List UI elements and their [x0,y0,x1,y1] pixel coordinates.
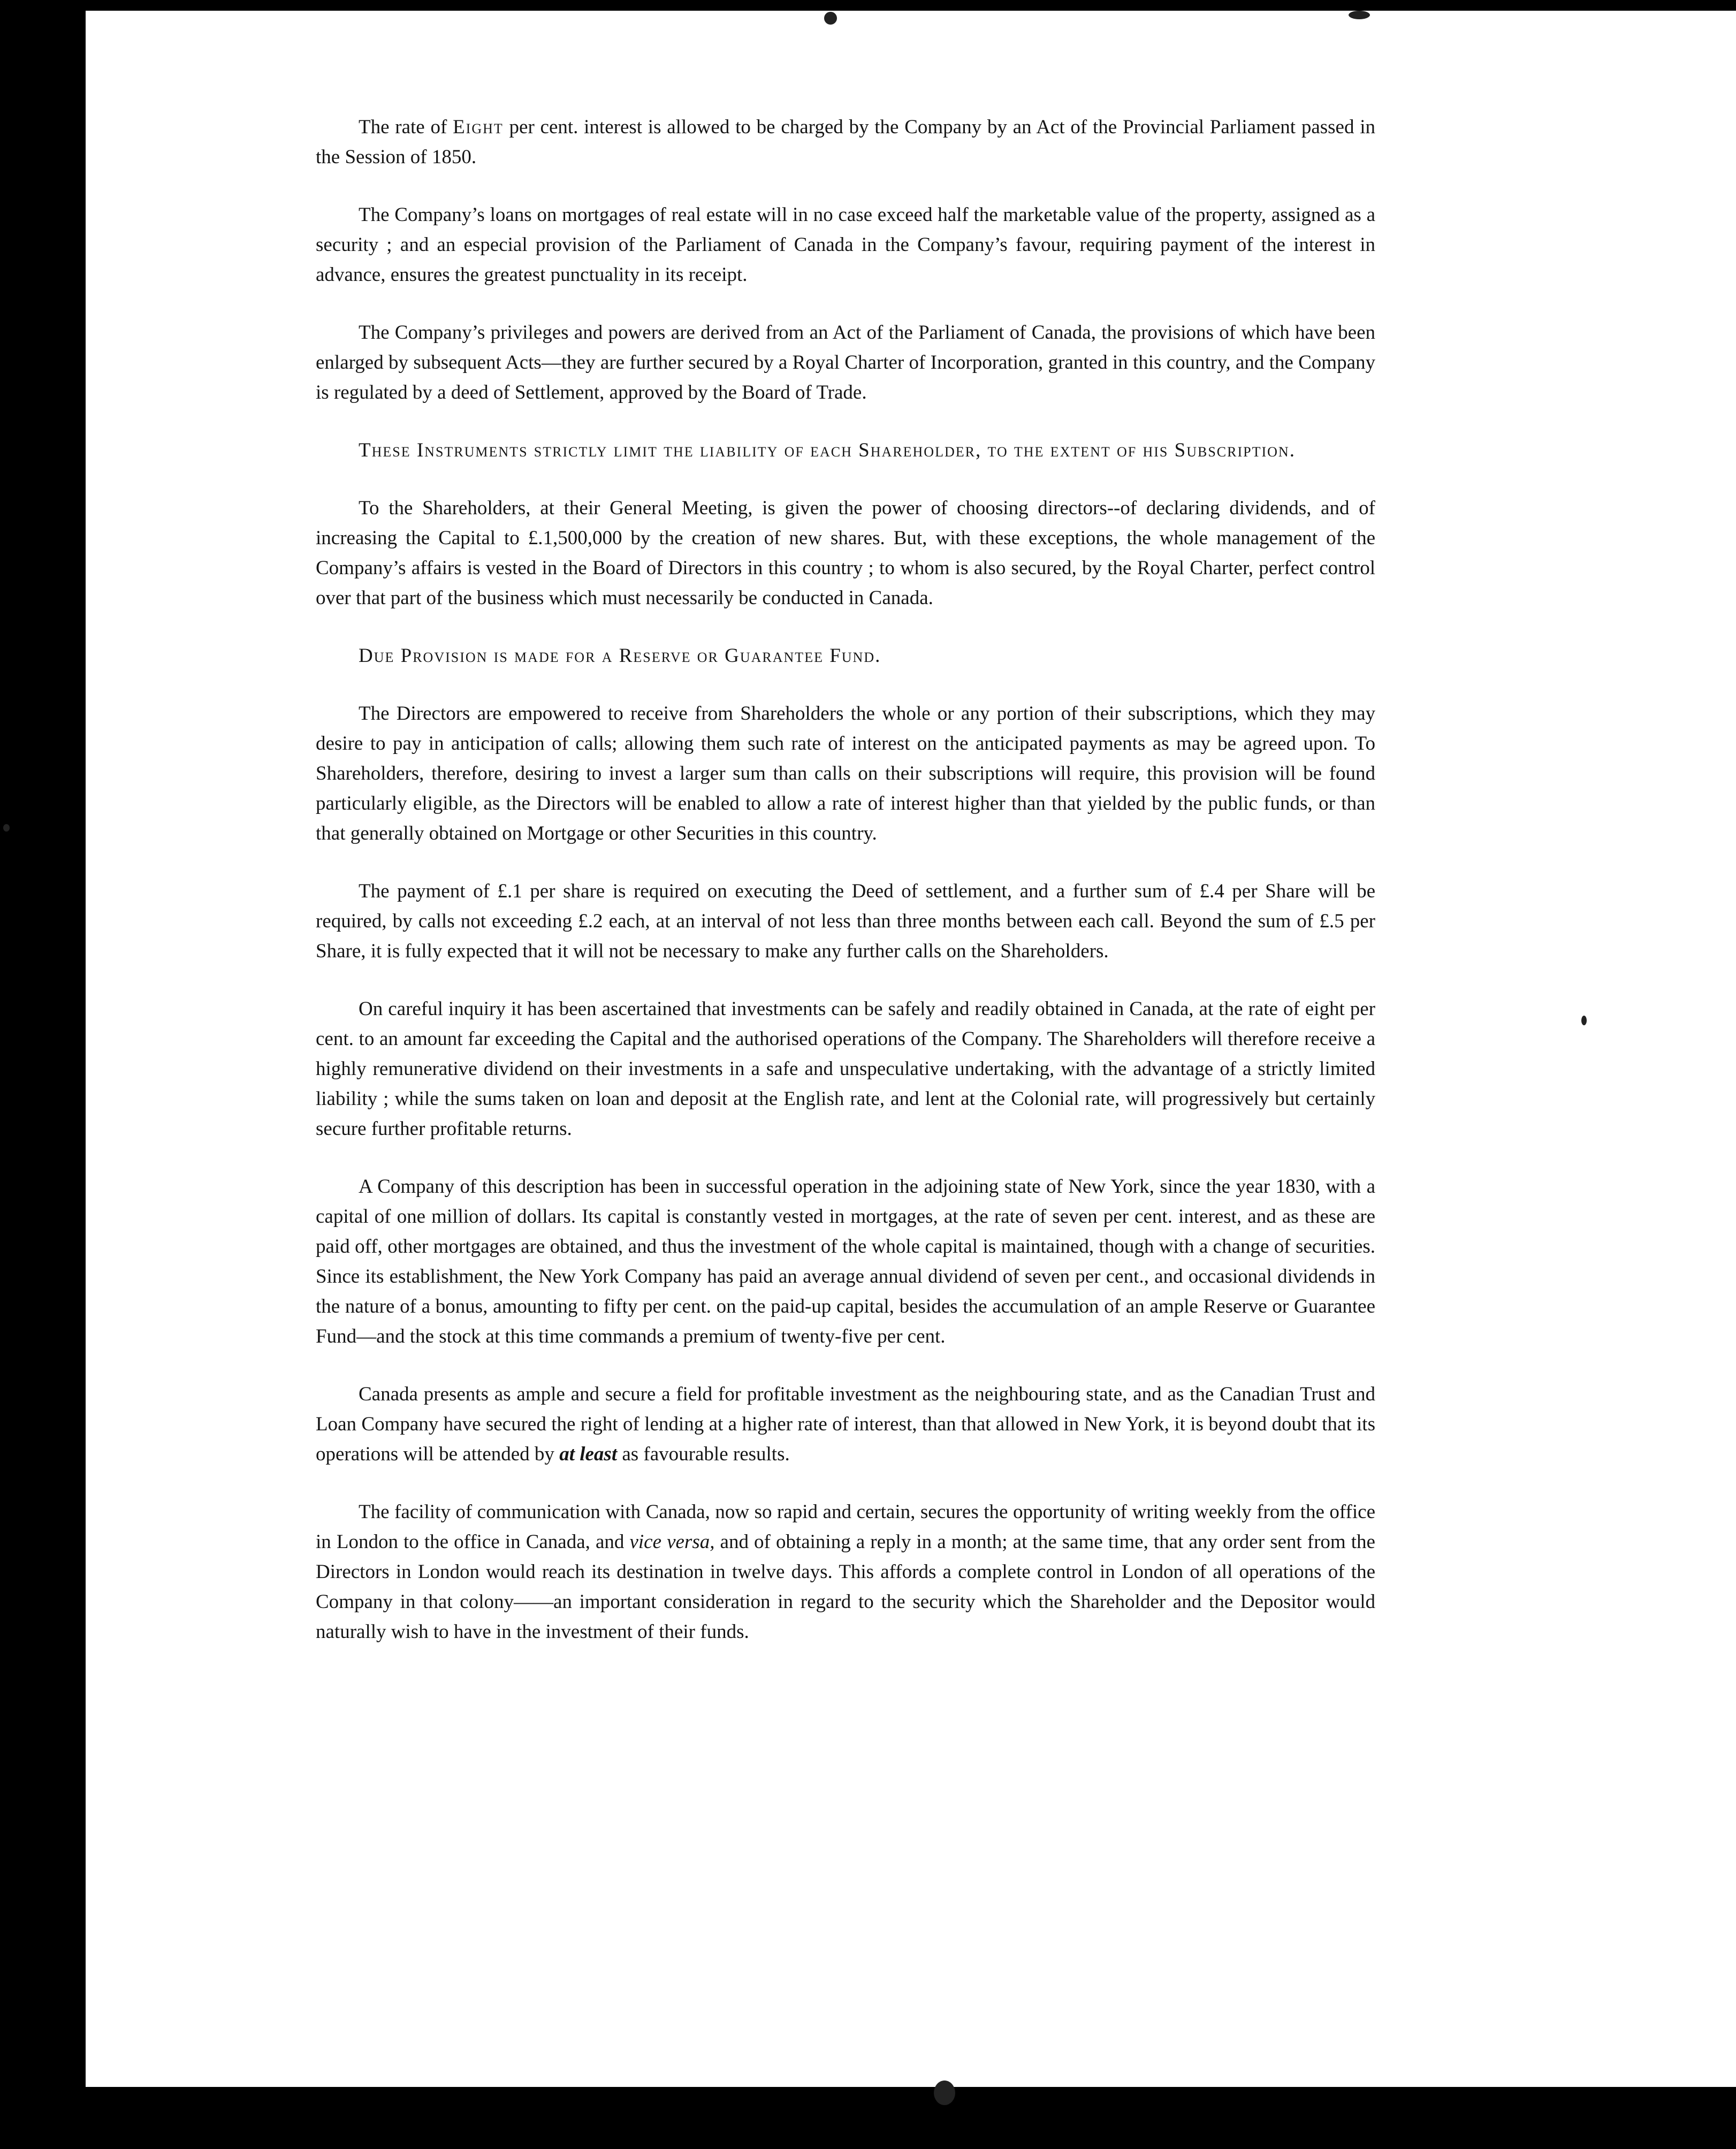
scan-speck-right [1581,1016,1587,1025]
paragraph-text: A Company of this description has been in successful operation in the adjoining state of New York, since the year 1830, with a capital of one million of dollars. Its capital is constantly vested in mortgages, at the rate of seven per cent. interest, and as these are paid off, other mortgages are obtained, and thus the investment of the whole capital is maintained, though with a change of securities. Since its establishment, the New York Company has paid an average annual dividend of seven per cent., and occasional dividends in the nature of a bonus, amounting to fifty per cent. on the paid-up capital, besides the accumulation of an ample Reserve or Guarantee Fund—and the stock at this time commands a premium of twenty-five per cent. [316,1176,1375,1347]
paragraph-text: per cent. interest is allowed to be charged by the Company by an Act of the Provincial Parliament passed in the Session of 1850. [316,116,1375,168]
paragraph-8 [316,877,1375,966]
paragraph-5 [316,493,1375,613]
paragraph-12 [316,1497,1375,1647]
scan-speck-top [824,12,837,25]
paragraph-text: and of obtaining a reply in a month; at the same time, that any order sent from the Directors in London would reach its destination in twelve days. This affords a complete control in London of all operations of the Company in that colony——an important consideration in regard to the security which the Shareholder and the Depositor would naturally wish to have in the investment of their funds. [316,1531,1375,1643]
paragraph-text: at least [559,1443,618,1465]
paragraph-text: To the Shareholders, at their General Meeting, is given the power of choosing directors--of declaring dividends, and of increasing the Capital to £.1,500,000 by the creation of new shares. But, with these exceptions, the whole management of the Company’s affairs is vested in the Board of Directors in this country ; to whom is also secured, by the Royal Charter, perfect control over that part of the business which must necessarily be conducted in Canada. [316,497,1375,609]
paragraph-text: Due Provision is made for a Reserve or Guarantee Fund. [359,645,881,667]
paragraph-text: Eight [453,116,504,138]
paragraph-text: The facility of communication with Canada, now so rapid and certain, secures the opportunity of writing weekly from the office in London to the office in Canada, and [316,1501,1375,1553]
paragraph-9 [316,994,1375,1144]
paragraph-text: The Company’s loans on mortgages of real estate will in no case exceed half the marketable value of the property, assigned as a security ; and an especial provision of the Parliament of Canada in the Company’s favour, requiring payment of the interest in advance, ensures the greatest punctuality in its receipt. [316,204,1375,286]
paragraph-text: vice versa, [629,1531,715,1553]
scan-speck-left [3,824,10,832]
paragraph-text: These Instruments strictly limit the liability of each Shareholder, to the extent of his Subscription. [359,439,1296,461]
paragraph-text: The Company’s privileges and powers are derived from an Act of the Parliament of Canada, the provisions of which have been enlarged by subsequent Acts—they are further secured by a Royal Charter of Incorporation, granted in this country, and the Company is regulated by a deed of Settlement, approved by the Board of Trade. [316,322,1375,403]
paragraph-text: as favourable results. [617,1443,790,1465]
paragraph-10 [316,1172,1375,1352]
paragraph-text: Canada presents as ample and secure a field for profitable investment as the neighbouring state, and as the Canadian Trust and Loan Company have secured the right of lending at a higher rate of interest, than that allowed in New York, it is beyond doubt that its operations will be attended by [316,1383,1375,1465]
scan-speck-top-right [1349,11,1370,19]
paragraph-text: On careful inquiry it has been ascertained that investments can be safely and readily obtained in Canada, at the rate of eight per cent. to an amount far exceeding the Capital and the authorised operations of the Company. The Shareholders will therefore receive a highly remunerative dividend on their investments in a safe and unspeculative undertaking, with the advantage of a strictly limited liability ; while the sums taken on loan and deposit at the English rate, and lent at the Colonial rate, will progressively but certainly secure further profitable returns. [316,998,1375,1140]
paragraph-text: The rate of [359,116,453,138]
paragraph-3 [316,318,1375,408]
paragraph-7 [316,699,1375,849]
paragraph-2 [316,200,1375,290]
scan-speck-bottom [934,2081,955,2105]
document-body [316,112,1375,1675]
paragraph-text: The payment of £.1 per share is required on executing the Deed of settlement, and a further sum of £.4 per Share will be required, by calls not exceeding £.2 each, at an interval of not less than three months between each call. Beyond the sum of £.5 per Share, it is fully expected that it will not be necessary to make any further calls on the Shareholders. [316,880,1375,962]
paragraph-1 [316,112,1375,172]
paragraph-6 [316,641,1375,671]
paragraph-4 [316,436,1375,466]
paragraph-11 [316,1380,1375,1469]
paragraph-text: The Directors are empowered to receive from Shareholders the whole or any portion of their subscriptions, which they may desire to pay in anticipation of calls; allowing them such rate of interest on the anticipated payments as may be agreed upon. To Shareholders, therefore, desiring to invest a larger sum than calls on their subscriptions will require, this provision will be found particularly eligible, as the Directors will be enabled to allow a rate of interest higher than that yielded by the public funds, or than that generally obtained on Mortgage or other Securities in this country. [316,703,1375,844]
